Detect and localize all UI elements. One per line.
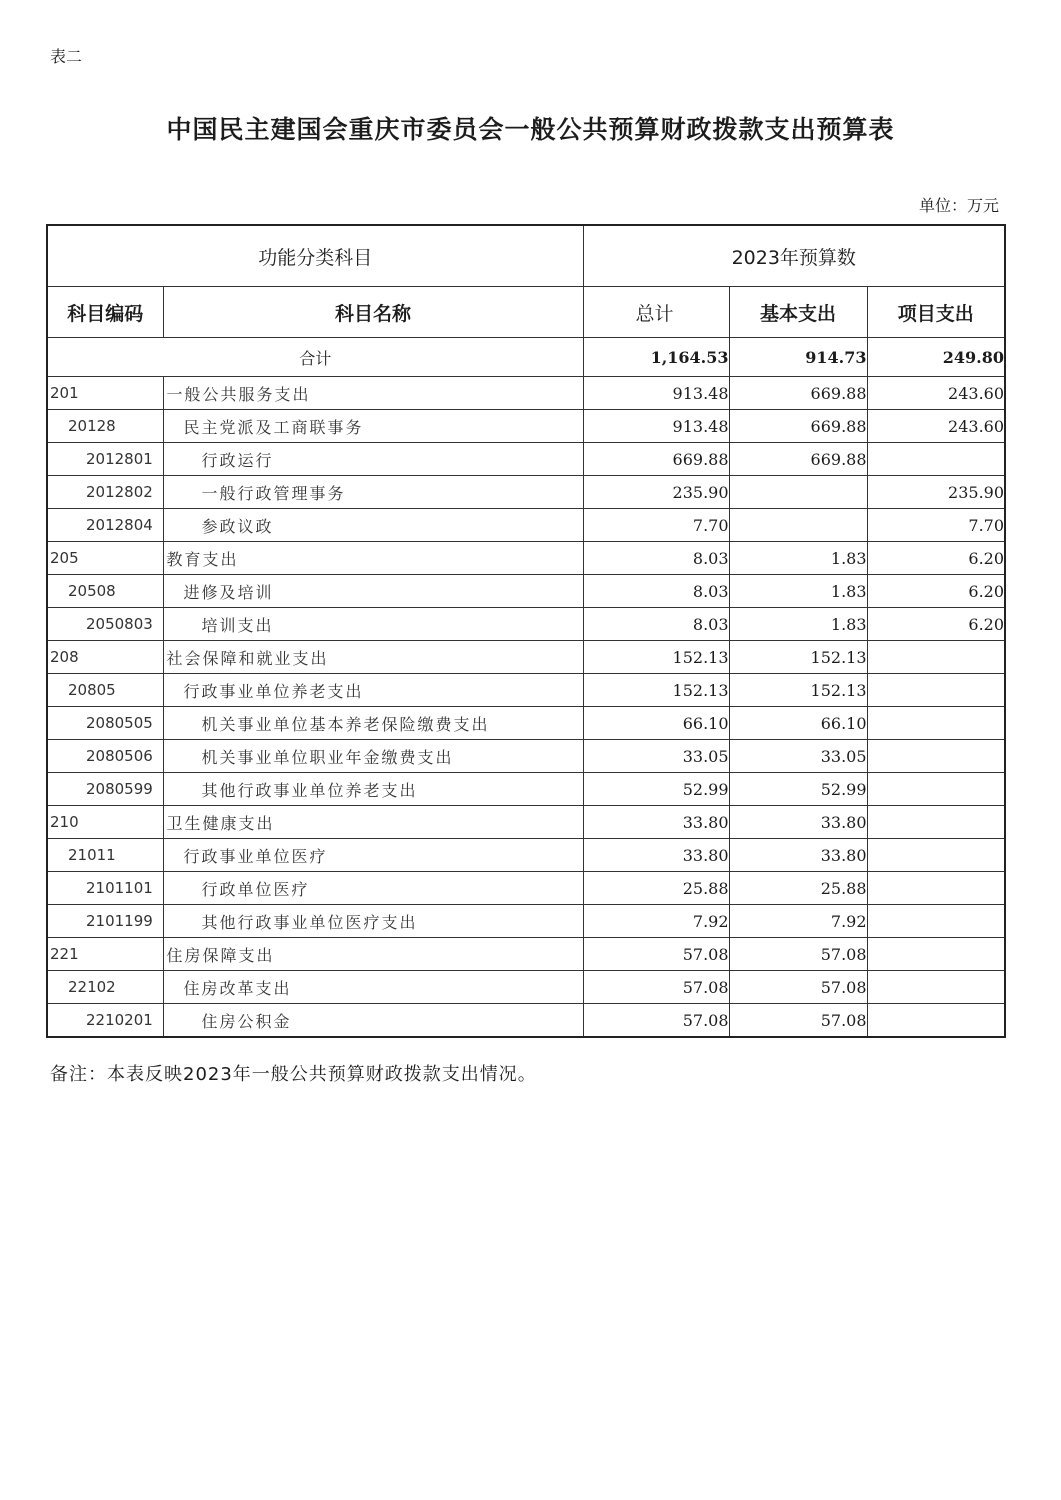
row-total: 33.05 <box>583 740 729 773</box>
row-total: 52.99 <box>583 773 729 806</box>
row-project <box>867 1004 1005 1038</box>
row-project <box>867 641 1005 674</box>
total-project: 249.80 <box>867 338 1005 377</box>
row-project <box>867 839 1005 872</box>
table-row <box>47 476 1005 509</box>
row-code: 22102 <box>47 971 163 1004</box>
row-name: 行政运行 <box>163 443 583 476</box>
row-basic: 1.83 <box>729 608 867 641</box>
header-project: 项目支出 <box>867 287 1005 338</box>
row-code: 2101101 <box>47 872 163 905</box>
row-project: 243.60 <box>867 410 1005 443</box>
row-name: 参政议政 <box>163 509 583 542</box>
row-name: 其他行政事业单位养老支出 <box>163 773 583 806</box>
row-name: 培训支出 <box>163 608 583 641</box>
row-basic: 57.08 <box>729 971 867 1004</box>
row-total: 8.03 <box>583 608 729 641</box>
row-basic <box>729 476 867 509</box>
row-name: 卫生健康支出 <box>163 806 583 839</box>
row-code: 221 <box>47 938 163 971</box>
row-total: 57.08 <box>583 971 729 1004</box>
table-row <box>47 872 1005 905</box>
row-code: 20128 <box>47 410 163 443</box>
row-name: 机关事业单位基本养老保险缴费支出 <box>163 707 583 740</box>
row-name: 机关事业单位职业年金缴费支出 <box>163 740 583 773</box>
table-row <box>47 905 1005 938</box>
row-basic: 33.80 <box>729 839 867 872</box>
row-project: 235.90 <box>867 476 1005 509</box>
row-project <box>867 806 1005 839</box>
row-name: 一般公共服务支出 <box>163 377 583 410</box>
row-total: 152.13 <box>583 674 729 707</box>
row-basic: 152.13 <box>729 641 867 674</box>
row-total: 7.70 <box>583 509 729 542</box>
row-name: 行政事业单位养老支出 <box>163 674 583 707</box>
row-project: 6.20 <box>867 608 1005 641</box>
row-name: 一般行政管理事务 <box>163 476 583 509</box>
row-total: 25.88 <box>583 872 729 905</box>
table-row <box>47 707 1005 740</box>
header-name: 科目名称 <box>163 287 583 338</box>
row-name: 教育支出 <box>163 542 583 575</box>
row-code: 205 <box>47 542 163 575</box>
table-row <box>47 377 1005 410</box>
table-row <box>47 773 1005 806</box>
row-basic: 25.88 <box>729 872 867 905</box>
table-row <box>47 443 1005 476</box>
total-row <box>47 338 1005 377</box>
table-row <box>47 608 1005 641</box>
table-row <box>47 542 1005 575</box>
table-row <box>47 509 1005 542</box>
row-basic: 669.88 <box>729 443 867 476</box>
table-row <box>47 938 1005 971</box>
row-code: 2080506 <box>47 740 163 773</box>
row-code: 2012802 <box>47 476 163 509</box>
row-code: 2012801 <box>47 443 163 476</box>
row-basic: 7.92 <box>729 905 867 938</box>
row-basic: 33.80 <box>729 806 867 839</box>
row-basic: 66.10 <box>729 707 867 740</box>
page-title: 中国民主建国会重庆市委员会一般公共预算财政拨款支出预算表 <box>166 115 895 144</box>
table-row <box>47 839 1005 872</box>
budget-table <box>46 224 1006 1038</box>
row-name: 社会保障和就业支出 <box>163 641 583 674</box>
document-label: 表二 <box>50 47 83 66</box>
row-project <box>867 872 1005 905</box>
header-code: 科目编码 <box>47 287 163 338</box>
row-code: 2080599 <box>47 773 163 806</box>
row-total: 8.03 <box>583 575 729 608</box>
header-total: 总计 <box>583 287 729 338</box>
table-row <box>47 740 1005 773</box>
row-name: 其他行政事业单位医疗支出 <box>163 905 583 938</box>
row-project: 6.20 <box>867 542 1005 575</box>
row-name: 住房改革支出 <box>163 971 583 1004</box>
row-project <box>867 674 1005 707</box>
total-label: 合计 <box>47 338 583 377</box>
row-project <box>867 971 1005 1004</box>
row-code: 20805 <box>47 674 163 707</box>
row-total: 152.13 <box>583 641 729 674</box>
row-code: 208 <box>47 641 163 674</box>
row-total: 669.88 <box>583 443 729 476</box>
row-name: 行政事业单位医疗 <box>163 839 583 872</box>
row-code: 21011 <box>47 839 163 872</box>
row-project: 243.60 <box>867 377 1005 410</box>
row-total: 57.08 <box>583 938 729 971</box>
row-code: 2210201 <box>47 1004 163 1038</box>
row-basic: 57.08 <box>729 938 867 971</box>
row-project <box>867 938 1005 971</box>
table-body <box>47 338 1005 1038</box>
row-project <box>867 707 1005 740</box>
row-basic: 57.08 <box>729 1004 867 1038</box>
row-total: 235.90 <box>583 476 729 509</box>
row-code: 201 <box>47 377 163 410</box>
row-project: 7.70 <box>867 509 1005 542</box>
table-row <box>47 806 1005 839</box>
row-name: 住房公积金 <box>163 1004 583 1038</box>
row-name: 民主党派及工商联事务 <box>163 410 583 443</box>
table-row <box>47 575 1005 608</box>
row-basic: 152.13 <box>729 674 867 707</box>
row-total: 33.80 <box>583 839 729 872</box>
total-basic: 914.73 <box>729 338 867 377</box>
row-project <box>867 443 1005 476</box>
header-functional-class: 功能分类科目 <box>47 225 583 287</box>
row-project <box>867 773 1005 806</box>
row-project <box>867 740 1005 773</box>
table-row <box>47 674 1005 707</box>
row-code: 2080505 <box>47 707 163 740</box>
row-basic: 52.99 <box>729 773 867 806</box>
table-row <box>47 1004 1005 1038</box>
row-basic: 1.83 <box>729 575 867 608</box>
row-total: 33.80 <box>583 806 729 839</box>
header-budget-year: 2023年预算数 <box>583 225 1005 287</box>
row-basic: 33.05 <box>729 740 867 773</box>
table-row <box>47 641 1005 674</box>
row-total: 57.08 <box>583 1004 729 1038</box>
row-project <box>867 905 1005 938</box>
row-basic <box>729 509 867 542</box>
row-name: 住房保障支出 <box>163 938 583 971</box>
footnote: 备注：本表反映2023年一般公共预算财政拨款支出情况。 <box>50 1064 537 1085</box>
row-basic: 1.83 <box>729 542 867 575</box>
row-total: 7.92 <box>583 905 729 938</box>
row-code: 210 <box>47 806 163 839</box>
table-row <box>47 410 1005 443</box>
row-code: 2101199 <box>47 905 163 938</box>
row-code: 2050803 <box>47 608 163 641</box>
header-basic: 基本支出 <box>729 287 867 338</box>
header-row-group <box>47 225 1005 287</box>
row-total: 913.48 <box>583 377 729 410</box>
row-project: 6.20 <box>867 575 1005 608</box>
row-name: 进修及培训 <box>163 575 583 608</box>
header-row-columns <box>47 287 1005 338</box>
row-code: 20508 <box>47 575 163 608</box>
row-basic: 669.88 <box>729 377 867 410</box>
unit-label: 单位：万元 <box>918 196 999 215</box>
row-total: 66.10 <box>583 707 729 740</box>
row-total: 913.48 <box>583 410 729 443</box>
row-basic: 669.88 <box>729 410 867 443</box>
row-code: 2012804 <box>47 509 163 542</box>
row-total: 8.03 <box>583 542 729 575</box>
table-row <box>47 971 1005 1004</box>
row-name: 行政单位医疗 <box>163 872 583 905</box>
total-total: 1,164.53 <box>583 338 729 377</box>
